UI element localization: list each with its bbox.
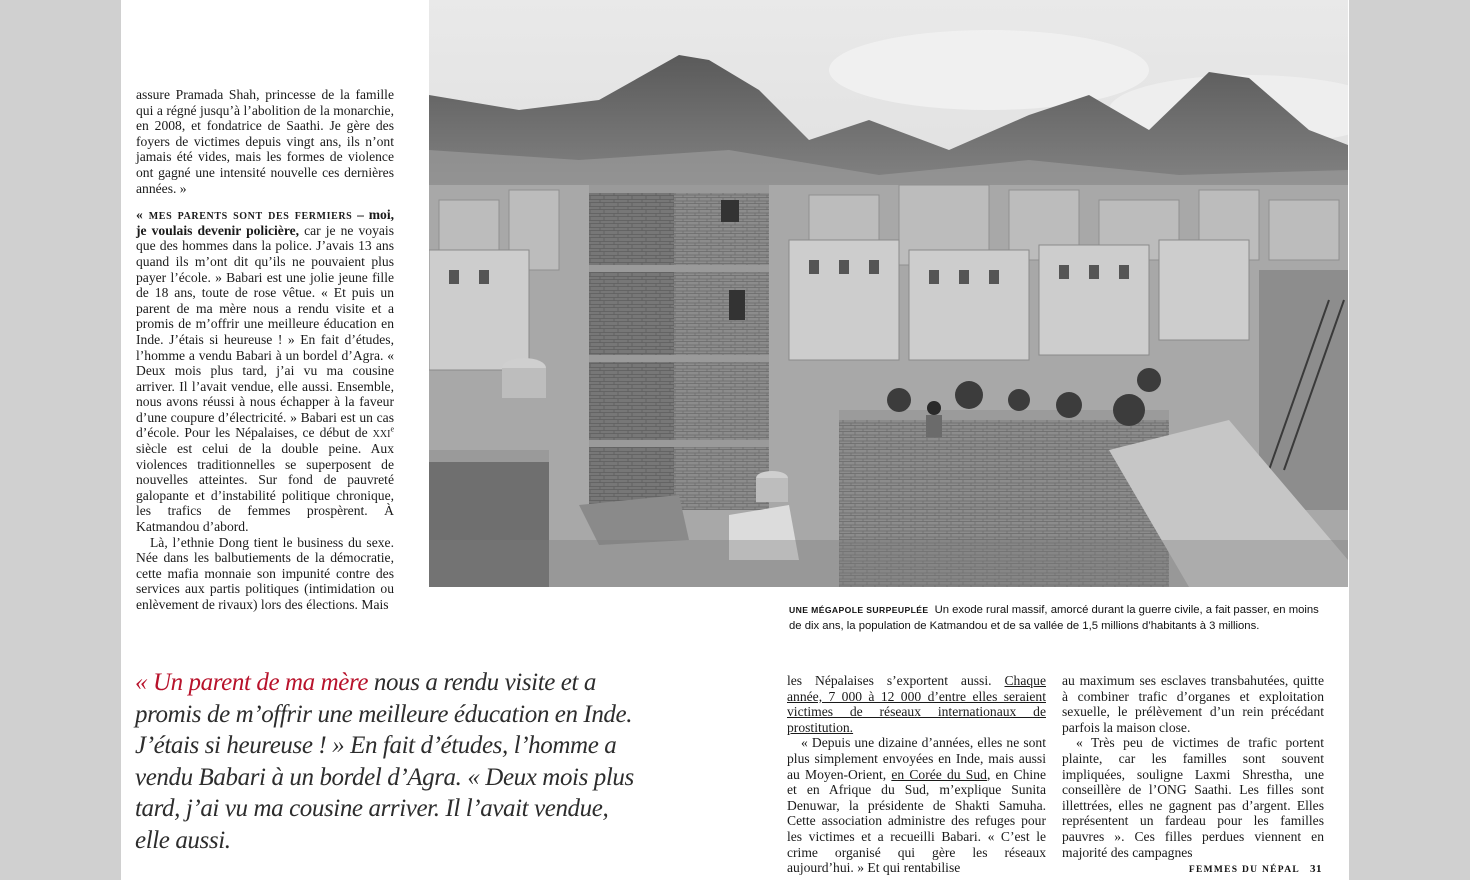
caption-title: UNE MÉGAPOLE SURPEUPLÉE [789,605,929,615]
middle-paragraph-2-end: , en Chine et en Afrique du Sud, m’explique Sunita Denuwar, la présidente de Shakti Samuha. Cette association administre des refuges pour les victimes et a recueilli Babari. « C’est le crime organisé qui gère les réseaux aujourd’hui. » Et qui rentabilise [787,766,1046,876]
left-paragraph-1: assure Pramada Shah, princesse de la famille qui a régné jusqu’à l’abolition de la monarchie, en 2008, et fondatrice de Saathi. Je gère des foyers de victimes depuis vingt ans, ils n’ont jamais été vides, mais les formes de violence ont gagné une intensité nouvelle ces dernières années. » [136,87,394,196]
right-paragraph-1: au maximum ses esclaves transbahutées, quitte à combiner trafic d’organes et exploitation sexuelle, le prélèvement d’un rein précédant parfois la maison close. [1062,673,1324,735]
country-underlined: en Corée du Sud [891,766,987,782]
right-paragraph-2: « Très peu de victimes de trafic portent plainte, car les familles sont souvent impliquées, souligne Laxmi Shrestha, une conseillère de l’ONG Saathi. Les filles sont illettrées, elles ne gagnent pas d’argent. Elles représentent un fardeau pour les familles pauvres ». Ces filles perdues viennent en majorité des campagnes [1062,735,1324,860]
photo-caption [789,602,1329,634]
left-paragraph-2-end: siècle est celui de la double peine. Aux violences traditionnelles se superposent de nouvelles atteintes. Sur fond de pauvreté galopante et d’instabilité politique chronique, les trafics de femmes prospèrent. À Katmandou d’abord. [136,441,394,535]
page-number: 31 [1310,863,1322,875]
section-title: FEMMES DU NÉPAL [1188,865,1300,875]
paragraph-lead-in: « mes parents sont des fermiers [136,207,353,223]
right-text-column [1062,673,1324,860]
paragraph-lead-in-bold: – moi, je voulais devenir policière, [136,207,395,238]
century-superscript: e [390,424,394,434]
middle-text-column [787,673,1046,876]
pull-quote-text: nous a rendu visite et a promis de m’offrir une meilleure éducation en Inde. J’étais si heureuse ! » En fait d’études, l’homme a vendu Babari à un bordel d’Agra. « Deux mois plus tard, j’ai vu ma cousine arriver. Il l’avait vendue, elle aussi. [135,669,634,854]
middle-paragraph-1 [787,673,1046,735]
kathmandu-rooftops-photo [429,0,1348,587]
left-paragraph-2 [136,207,394,534]
magazine-page [121,0,1349,880]
left-paragraph-3: Là, l’ethnie Dong tient le business du sexe. Née dans les balbutiements de la démocratie, cette mafia monnaie son impunité contre des services aux partis politiques (intimidation ou enlèvement de rivaux) lors des élections. Mais [136,534,394,612]
statistic-underlined: Chaque année, 7 000 à 12 000 d’entre elles seraient victimes de réseaux internationaux de prostitution. [787,673,1046,735]
pull-quote-highlight: « Un parent de ma mère [135,669,369,696]
middle-paragraph-2 [787,735,1046,875]
middle-paragraph-2-start: « Depuis une dizaine d’années, elles ne sont plus simplement envoyées en Inde, mais aussi au Moyen-Orient, [787,735,1046,782]
pull-quote [135,667,640,856]
caption-text: Un exode rural massif, amorcé durant la guerre civile, a fait passer, en moins de dix ans, la population de Katmandou et de sa vallée de 1,5 millions d’habitants à 3 millions. [789,604,1319,632]
page-footer [1189,863,1322,875]
left-paragraph-2-body: car je ne voyais que des hommes dans la police. J’avais 13 ans quand ils m’ont dit qu’ils ne pouvaient plus payer l’école. » Babari est une jolie jeune fille de 18 ans, toute de rose vêtue. « Et puis un parent de ma mère nous a rendu visite et a promis de m’offrir une meilleure éducation en Inde. J’étais si heureuse ! » En fait d’études, l’homme a vendu Babari à un bordel d’Agra. « Deux mois plus tard, j’ai vu ma cousine arriver. Il l’avait vendue, elle aussi. Ensemble, nous avons réussi à nous échapper à la faveur d’une coupure d’électricité. » Babari est un cas d’école. Pour les Népalaises, ce début de [136,222,394,441]
left-text-column [136,87,394,613]
middle-paragraph-1-start: les Népalaises s’exportent aussi. [787,673,1005,688]
century-numeral: xxi [372,425,391,441]
photo-illustration [429,0,1348,587]
